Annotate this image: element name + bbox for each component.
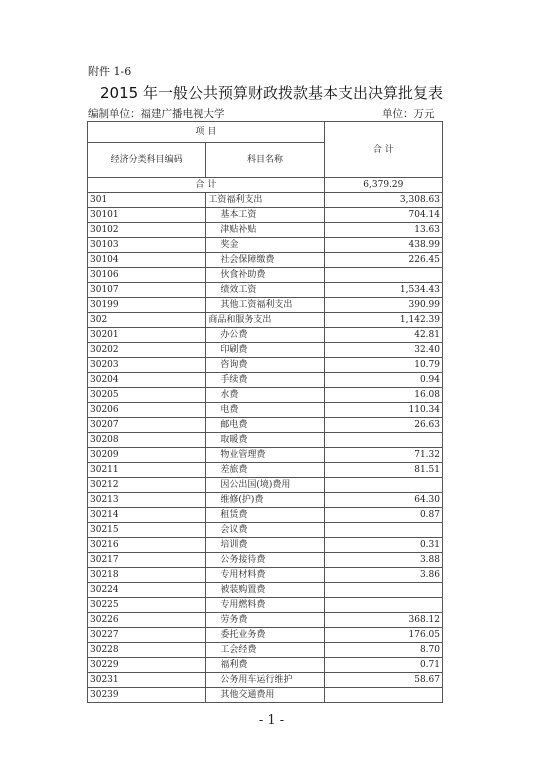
row-amount xyxy=(324,268,442,283)
header-code: 经济分类科目编码 xyxy=(88,143,206,178)
header-row-project xyxy=(88,122,443,143)
row-code: 30228 xyxy=(88,643,206,658)
row-amount: 26.63 xyxy=(324,418,442,433)
table-row xyxy=(88,298,443,313)
table-row xyxy=(88,478,443,493)
row-amount: 0.87 xyxy=(324,508,442,523)
table-row xyxy=(88,208,443,223)
table-row xyxy=(88,328,443,343)
attachment-label: 附件 1-6 xyxy=(88,65,132,78)
row-code: 30211 xyxy=(88,463,206,478)
row-amount xyxy=(324,583,442,598)
row-amount: 32.40 xyxy=(324,343,442,358)
header-name: 科目名称 xyxy=(206,143,324,178)
row-code: 30216 xyxy=(88,538,206,553)
row-code: 30205 xyxy=(88,388,206,403)
row-name: 伙食补助费 xyxy=(206,268,324,283)
row-code: 30225 xyxy=(88,598,206,613)
row-name: 社会保障缴费 xyxy=(206,253,324,268)
table-row xyxy=(88,523,443,538)
total-amount: 6,379.29 xyxy=(324,178,442,193)
row-amount xyxy=(324,523,442,538)
table-row xyxy=(88,358,443,373)
row-amount: 226.45 xyxy=(324,253,442,268)
row-amount: 390.99 xyxy=(324,298,442,313)
table-row xyxy=(88,493,443,508)
row-name: 租赁费 xyxy=(206,508,324,523)
page-title: 2015 年一般公共预算财政拨款基本支出决算批复表 xyxy=(100,84,443,102)
row-amount: 368.12 xyxy=(324,613,442,628)
row-name: 委托业务费 xyxy=(206,628,324,643)
row-name: 印刷费 xyxy=(206,343,324,358)
row-name: 维修(护)费 xyxy=(206,493,324,508)
row-amount: 0.71 xyxy=(324,658,442,673)
table-row xyxy=(88,418,443,433)
row-code: 30103 xyxy=(88,238,206,253)
row-code: 302 xyxy=(88,313,206,328)
row-code: 30239 xyxy=(88,688,206,703)
row-code: 30206 xyxy=(88,403,206,418)
header-total: 合 计 xyxy=(324,122,442,178)
row-amount: 110.34 xyxy=(324,403,442,418)
row-amount: 42.81 xyxy=(324,328,442,343)
row-name: 津贴补贴 xyxy=(206,223,324,238)
row-name: 差旅费 xyxy=(206,463,324,478)
row-code: 30202 xyxy=(88,343,206,358)
row-name: 取暖费 xyxy=(206,433,324,448)
row-code: 30104 xyxy=(88,253,206,268)
table-row xyxy=(88,643,443,658)
row-code: 30227 xyxy=(88,628,206,643)
page-number: - 1 - xyxy=(258,713,285,728)
table-row xyxy=(88,583,443,598)
table-row xyxy=(88,688,443,703)
table-row xyxy=(88,508,443,523)
table-row xyxy=(88,448,443,463)
row-code: 30218 xyxy=(88,568,206,583)
row-code: 30214 xyxy=(88,508,206,523)
row-code: 30224 xyxy=(88,583,206,598)
table-row xyxy=(88,463,443,478)
row-name: 电费 xyxy=(206,403,324,418)
table-row xyxy=(88,628,443,643)
row-name: 福利费 xyxy=(206,658,324,673)
row-code: 30102 xyxy=(88,223,206,238)
row-amount: 16.08 xyxy=(324,388,442,403)
table-row xyxy=(88,613,443,628)
total-row xyxy=(88,178,443,193)
row-amount: 1,534.43 xyxy=(324,283,442,298)
row-name: 会议费 xyxy=(206,523,324,538)
row-amount: 0.31 xyxy=(324,538,442,553)
row-name: 专用燃料费 xyxy=(206,598,324,613)
row-code: 30217 xyxy=(88,553,206,568)
row-amount: 176.05 xyxy=(324,628,442,643)
row-amount: 438.99 xyxy=(324,238,442,253)
row-amount: 0.94 xyxy=(324,373,442,388)
row-name: 奖金 xyxy=(206,238,324,253)
row-amount: 71.32 xyxy=(324,448,442,463)
table-row xyxy=(88,268,443,283)
row-code: 30106 xyxy=(88,268,206,283)
table-row xyxy=(88,538,443,553)
row-name: 培训费 xyxy=(206,538,324,553)
row-amount: 10.79 xyxy=(324,358,442,373)
row-code: 30213 xyxy=(88,493,206,508)
table-row xyxy=(88,193,443,208)
table-row xyxy=(88,253,443,268)
table-row xyxy=(88,658,443,673)
table-row xyxy=(88,433,443,448)
row-amount: 81.51 xyxy=(324,463,442,478)
row-amount xyxy=(324,598,442,613)
row-name: 手续费 xyxy=(206,373,324,388)
table-row xyxy=(88,373,443,388)
table-row xyxy=(88,238,443,253)
row-code: 30229 xyxy=(88,658,206,673)
row-amount: 1,142.39 xyxy=(324,313,442,328)
table-row xyxy=(88,568,443,583)
row-name: 邮电费 xyxy=(206,418,324,433)
row-code: 30208 xyxy=(88,433,206,448)
row-code: 30107 xyxy=(88,283,206,298)
row-name: 其他工资福利支出 xyxy=(206,298,324,313)
header-project: 项 目 xyxy=(88,122,325,143)
row-code: 30215 xyxy=(88,523,206,538)
row-name: 公务用车运行维护 xyxy=(206,673,324,688)
row-amount xyxy=(324,688,442,703)
row-amount: 8.70 xyxy=(324,643,442,658)
table-row xyxy=(88,403,443,418)
row-code: 30226 xyxy=(88,613,206,628)
row-amount: 3.86 xyxy=(324,568,442,583)
table-row xyxy=(88,343,443,358)
row-name: 绩效工资 xyxy=(206,283,324,298)
row-name: 被装购置费 xyxy=(206,583,324,598)
row-name: 工资福利支出 xyxy=(206,193,324,208)
table-row xyxy=(88,388,443,403)
compiling-unit: 编制单位：福建广播电视大学 xyxy=(88,108,225,120)
row-name: 物业管理费 xyxy=(206,448,324,463)
row-code: 30204 xyxy=(88,373,206,388)
row-name: 基本工资 xyxy=(206,208,324,223)
row-code: 30201 xyxy=(88,328,206,343)
table-row xyxy=(88,313,443,328)
row-amount: 13.63 xyxy=(324,223,442,238)
row-code: 301 xyxy=(88,193,206,208)
total-label: 合 计 xyxy=(88,178,325,193)
table-row xyxy=(88,553,443,568)
row-name: 其他交通费用 xyxy=(206,688,324,703)
row-amount: 3.88 xyxy=(324,553,442,568)
row-code: 30101 xyxy=(88,208,206,223)
row-code: 30199 xyxy=(88,298,206,313)
row-name: 工会经费 xyxy=(206,643,324,658)
row-code: 30209 xyxy=(88,448,206,463)
row-code: 30203 xyxy=(88,358,206,373)
row-name: 专用材料费 xyxy=(206,568,324,583)
row-amount: 64.30 xyxy=(324,493,442,508)
row-name: 因公出国(境)费用 xyxy=(206,478,324,493)
row-amount: 3,308.63 xyxy=(324,193,442,208)
row-amount xyxy=(324,433,442,448)
table-row xyxy=(88,283,443,298)
row-name: 咨询费 xyxy=(206,358,324,373)
row-name: 商品和服务支出 xyxy=(206,313,324,328)
table-row xyxy=(88,673,443,688)
row-amount: 704.14 xyxy=(324,208,442,223)
budget-table xyxy=(87,121,443,703)
currency-unit: 单位：万元 xyxy=(382,108,435,120)
row-name: 办公费 xyxy=(206,328,324,343)
row-code: 30231 xyxy=(88,673,206,688)
table-row xyxy=(88,223,443,238)
row-name: 水费 xyxy=(206,388,324,403)
row-name: 公务接待费 xyxy=(206,553,324,568)
table-row xyxy=(88,598,443,613)
row-code: 30207 xyxy=(88,418,206,433)
row-name: 劳务费 xyxy=(206,613,324,628)
row-code: 30212 xyxy=(88,478,206,493)
row-amount: 58.67 xyxy=(324,673,442,688)
row-amount xyxy=(324,478,442,493)
